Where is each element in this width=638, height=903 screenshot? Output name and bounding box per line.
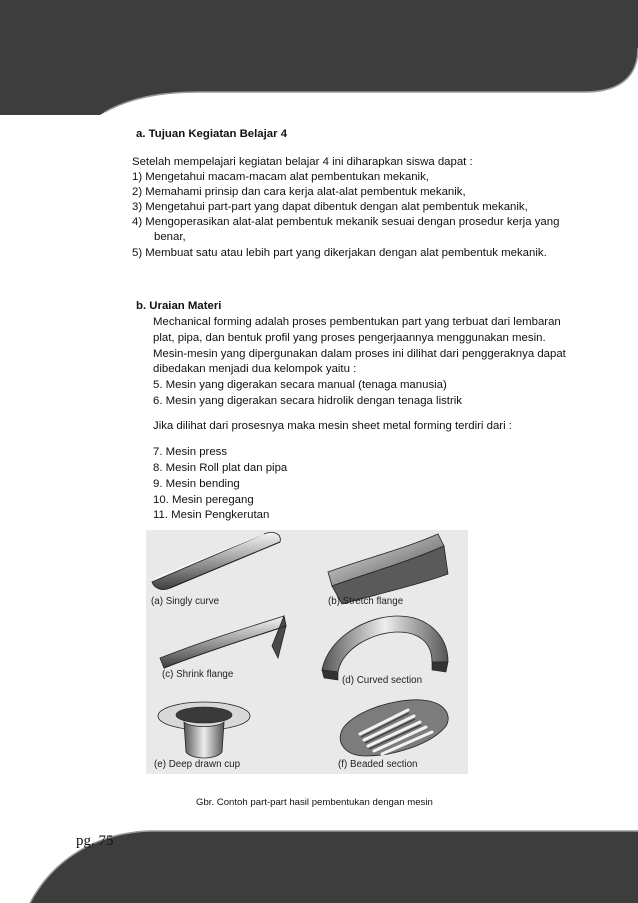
list-item: 10. Mesin peregang [153, 494, 254, 506]
figure-label-d: (d) Curved section [342, 675, 423, 686]
figure-label-b: (b) Stretch flange [328, 596, 404, 607]
list-item: 2) Memahami prinsip dan cara kerja alat-alat pembentuk mekanik, [132, 186, 466, 198]
header-band [0, 0, 638, 115]
paragraph-line: Mechanical forming adalah proses pembentukan part yang terbuat dari lembaran [153, 316, 561, 328]
list-item: 1) Mengetahui macam-macam alat pembentukan mekanik, [132, 171, 429, 183]
page-number: pg. 75 [76, 833, 114, 849]
list-item: 5. Mesin yang digerakan secara manual (tenaga manusia) [153, 379, 447, 391]
list-item: 11. Mesin Pengkerutan [153, 509, 270, 521]
list-item: 4) Mengoperasikan alat-alat pembentuk mekanik sesuai dengan prosedur kerja yang [132, 216, 560, 228]
section-a-heading: a. Tujuan Kegiatan Belajar 4 [136, 128, 288, 140]
curved-section-part [322, 616, 448, 680]
figure-label-a: (a) Singly curve [151, 596, 220, 607]
section-a-intro: Setelah mempelajari kegiatan belajar 4 ini diharapkan siswa dapat : [132, 156, 473, 168]
list-item: 5) Membuat satu atau lebih part yang dikerjakan dengan alat pembentuk mekanik. [132, 247, 547, 259]
figure-label-f: (f) Beaded section [338, 759, 418, 770]
section-b-heading: b. Uraian Materi [136, 300, 222, 312]
forming-parts-figure [146, 530, 468, 774]
list-item: benar, [154, 231, 186, 243]
figure-caption: Gbr. Contoh part-part hasil pembentukan dengan mesin [196, 797, 433, 808]
paragraph-line: plat, pipa, dan bentuk profil yang proses pengerjaannya menggunakan mesin. [153, 332, 546, 344]
beaded-section-part [340, 700, 448, 756]
deep-drawn-cup-part [158, 702, 250, 758]
stretch-flange-part [328, 534, 448, 604]
singly-curve-part [152, 532, 280, 589]
list-item: 9. Mesin bending [153, 478, 240, 490]
shrink-flange-part [160, 616, 286, 668]
figure-label-c: (c) Shrink flange [162, 669, 234, 680]
list-item: 3) Mengetahui part-part yang dapat dibentuk dengan alat pembentuk mekanik, [132, 201, 528, 213]
list-item: 7. Mesin press [153, 446, 228, 458]
paragraph-line: Mesin-mesin yang dipergunakan dalam proses ini dilihat dari penggeraknya dapat [153, 348, 566, 360]
list-item: 8. Mesin Roll plat dan pipa [153, 462, 288, 474]
figure-label-e: (e) Deep drawn cup [154, 759, 241, 770]
paragraph-line: dibedakan menjadi dua kelompok yaitu : [153, 363, 357, 375]
list-item: 6. Mesin yang digerakan secara hidrolik dengan tenaga listrik [153, 395, 462, 407]
process-intro: Jika dilihat dari prosesnya maka mesin sheet metal forming terdiri dari : [153, 420, 512, 432]
